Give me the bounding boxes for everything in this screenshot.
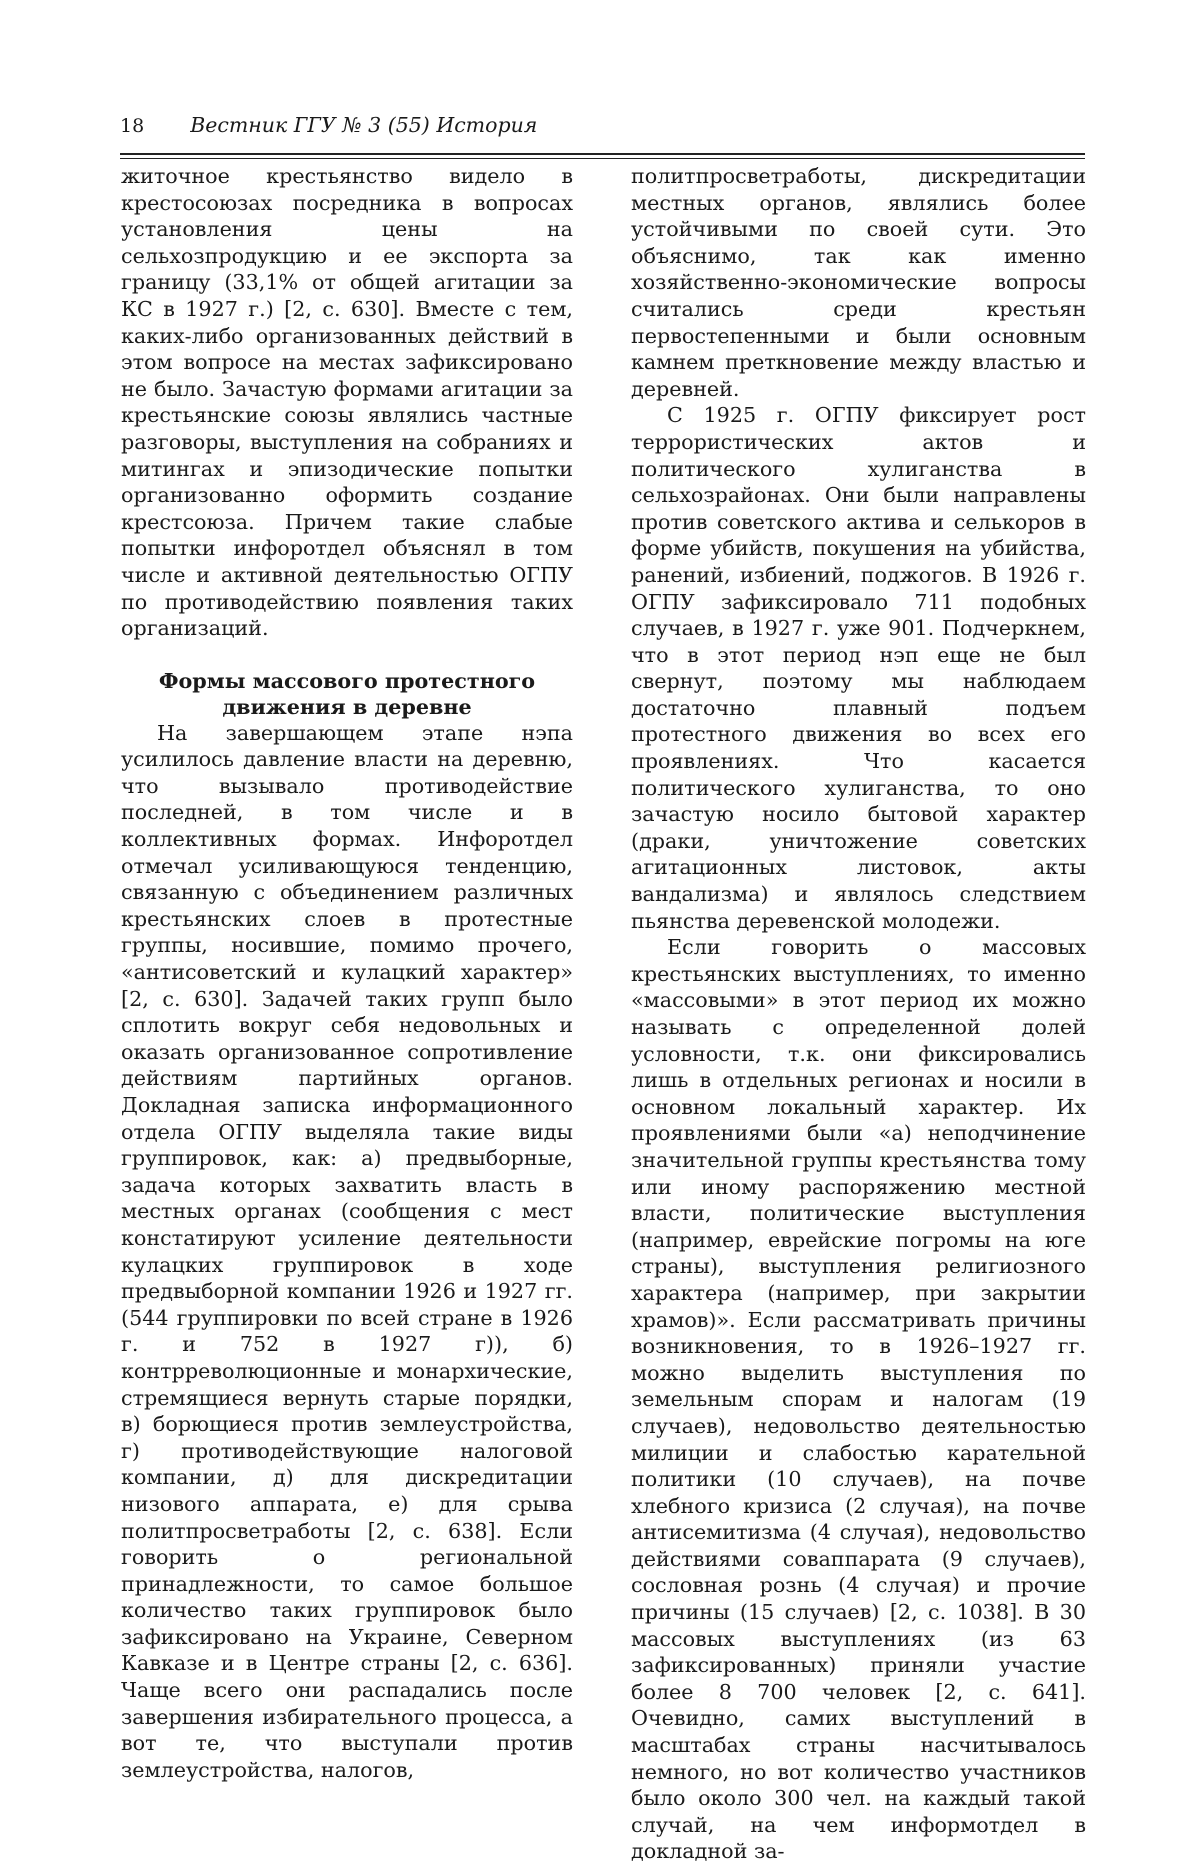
section-title: Формы массового протестного движения в деревне: [158, 668, 536, 719]
right-paragraph-1: политпросветработы, дискредитации местных органов, являлись более устойчивыми по своей сути. Это объяснимо, так как именно хозяйственно-экономические вопросы считались среди крестьян первостепенными и были основным камнем преткновение между властью и деревней.: [631, 164, 1086, 401]
running-header: [120, 113, 1085, 149]
journal-title: Вестник ГГУ № 3 (55) История: [190, 113, 538, 137]
right-column: [631, 163, 1086, 1865]
header-rule-thin: [120, 158, 1085, 159]
header-rule-thick: [120, 153, 1085, 155]
left-column: [121, 163, 573, 1783]
right-paragraph-3: Если говорить о массовых крестьянских выступлениях, то именно «массовыми» в этот период их можно называть с определенной долей условности, т.к. они фиксировались лишь в отдельных регионах и носили в основном локальный характер. Их проявлениями были «а) неподчинение значительной группы крестьянства тому или иному распоряжению местной власти, политические выступления (например, еврейские погромы на юге страны), выступления религиозного характера (например, при закрытии храмов)». Если рассматривать причины возникновения, то в 1926–1927 гг. можно выделить выступления по земельным спорам и налогам (19 случаев), недовольство деятельностью милиции и слабостью карательной политики (10 случаев), на почве хлебного кризиса (2 случая), на почве антисемитизма (4 случая), недовольство действиями совaппарата (9 случаев), сословная рознь (4 случая) и прочие причины (15 случаев) [2, с. 1038]. В 30 массовых выступлениях (из 63 зафиксированных) приняли участие более 8 700 человек [2, с. 641]. Очевидно, самих выступлений в масштабах страны насчитывалось немного, но вот количество участников было около 300 чел. на каждый такой случай, на чем информотдел в докладной за-: [631, 935, 1086, 1864]
left-paragraph-1: житочное крестьянство видело в крестосоюзах посредника в вопросах установления цены на сельхозпродукцию и ее экспорта за границу (33,1% от общей агитации за КС в 1927 г.) [2, с. 630]. Вместе с тем, каких-либо организованных действий в этом вопросе на местах зафиксировано не было. Зачастую формами агитации за крестьянские союзы являлись частные разговоры, выступления на собраниях и митингах и эпизодические попытки организованно оформить создание крестсоюза. Причем такие слабые попытки инфоротдел объяснял в том числе и активной деятельностью ОГПУ по противодействию появления таких организаций.: [121, 164, 573, 641]
right-paragraph-2: С 1925 г. ОГПУ фиксирует рост террористических актов и политического хулиганства в сельхозрайонах. Они были направлены против советского актива и селькоров в форме убийств, покушения на убийства, ранений, избиений, поджогов. В 1926 г. ОГПУ зафиксировало 711 подобных случаев, в 1927 г. уже 901. Подчеркнем, что в этот период нэп еще не был свернут, поэтому мы наблюдаем достаточно плавный подъем протестного движения во всех его проявлениях. Что касается политического хулиганства, то оно зачастую носило бытовой характер (драки, уничтожение советских агитационных листовок, акты вандализма) и являлось следствием пьянства деревенской молодежи.: [631, 403, 1086, 933]
left-paragraph-2: На завершающем этапе нэпа усилилось давление власти на деревню, что вызывало противодействие последней, в том числе и в коллективных формах. Инфоротдел отмечал усиливающуюся тенденцию, связанную с объединением различных крестьянских слоев в протестные группы, носившие, помимо прочего, «антисоветский и кулацкий характер» [2, с. 630]. Задачей таких групп было сплотить вокруг себя недовольных и оказать организованное сопротивление действиям партийных органов. Докладная записка информационного отдела ОГПУ выделяла такие виды группировок, как: а) предвыборные, задача которых захватить власть в местных органах (сообщения с мест констатируют усиление деятельности кулацких группировок в ходе предвыборной компании 1926 и 1927 гг. (544 группировки по всей стране в 1926 г. и 752 в 1927 г)), б) контрреволюционные и монархические, стремящиеся вернуть старые порядки, в) борющиеся против землеустройства, г) противодействующие налоговой компании, д) для дискредитации низового аппарата, е) для срыва политпросветработы [2, с. 638]. Если говорить о региональной принадлежности, то самое большое количество таких группировок было зафиксировано на Украине, Северном Кавказе и в Центре страны [2, с. 636]. Чаще всего они распадались после завершения избирательного процесса, а вот те, что выступали против землеустройства, налогов,: [121, 720, 573, 1782]
page-number: 18: [120, 115, 145, 137]
